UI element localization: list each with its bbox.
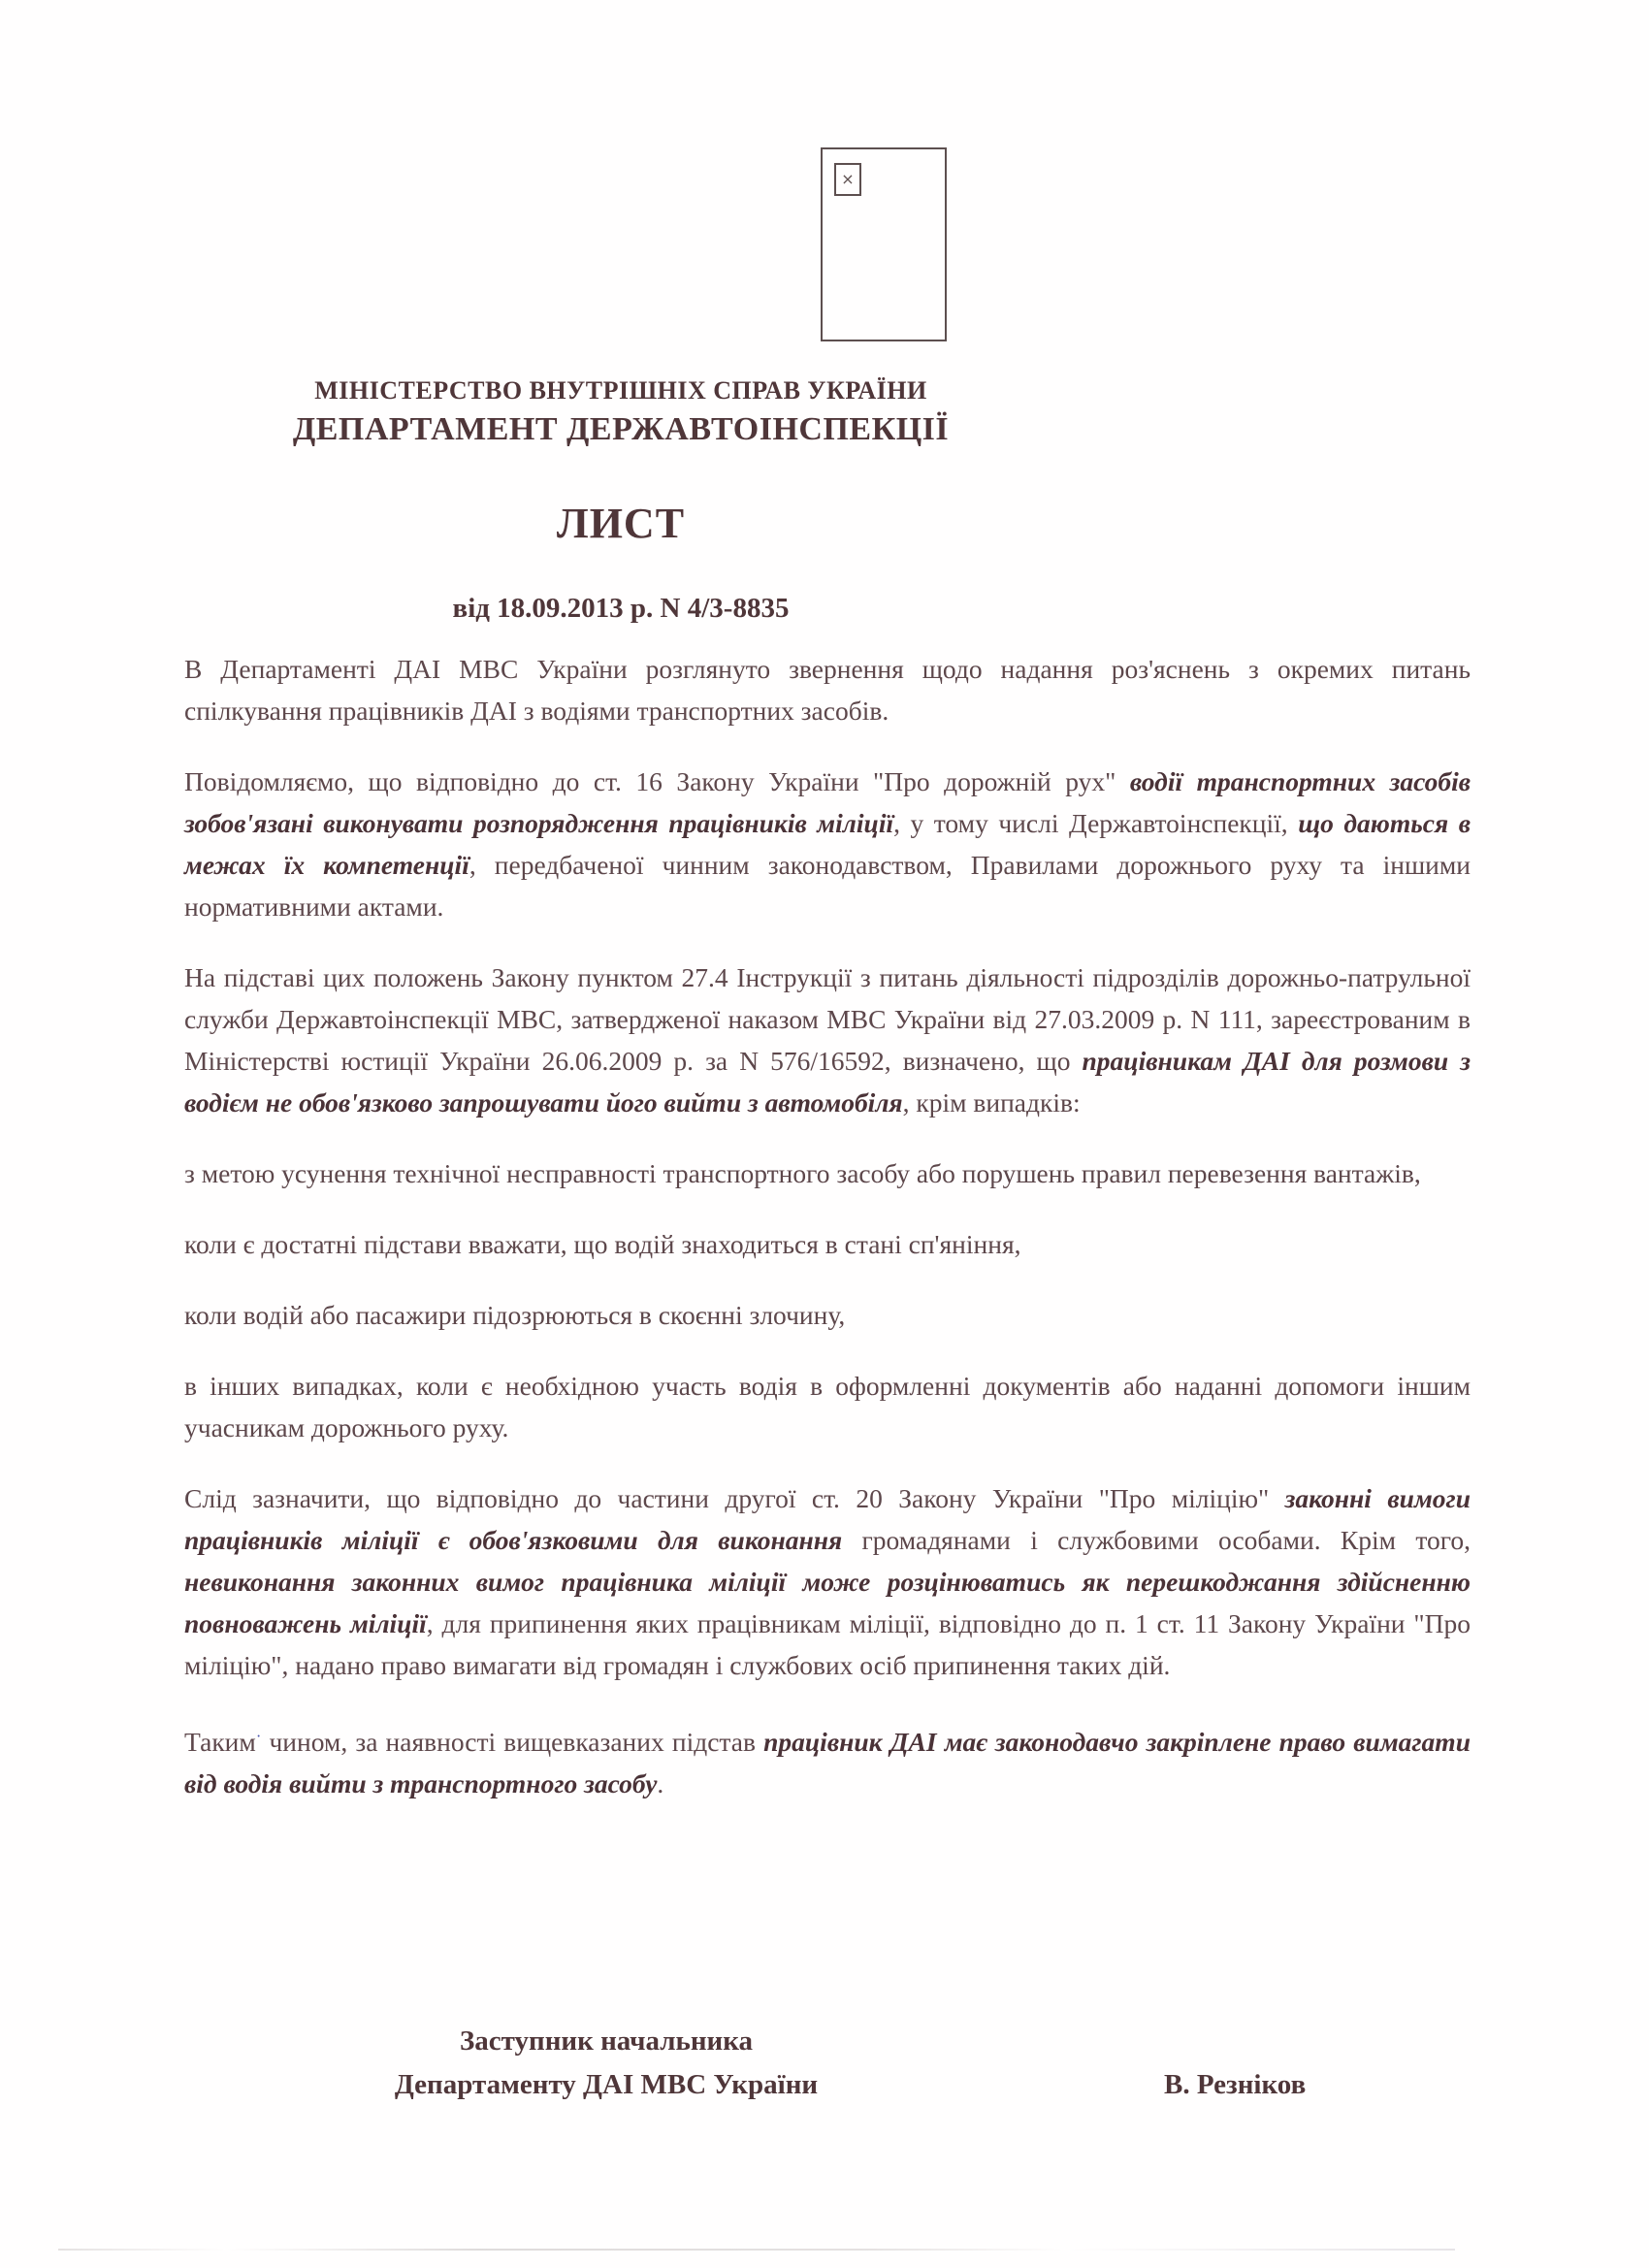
text-run: На підставі цих положень Закону пунктом 27.4 Інструкції з питань діяльності підрозділів дорожньо-патрульної служби Державтоінспекції МВС, затвердженої наказом МВС України від 27.03.2009 р. N 111, зареєстрованим в Міністерстві юстиції України 26.06.2009 р. за N 576/16592, визначено, що [184,962,1471,1076]
text-run: громадянами і службовими особами. Крім того, [842,1525,1471,1555]
signer-name: В. Резніков [1164,2069,1307,2100]
scan-artifact-line [58,2249,1455,2251]
text-run: Слід зазначити, що відповідно до частини другої ст. 20 Закону України "Про міліцію" [184,1483,1285,1513]
paragraph [184,761,1471,927]
ink-dot-artifact: · [255,1727,262,1745]
paragraph [184,1152,1471,1194]
signer-title-line2: Департаменту ДАІ МВС України [394,2069,819,2100]
department-name: ДЕПАРТАМЕНТ ДЕРЖАВТОІНСПЕКЦІЇ [292,411,950,447]
text-run: . [657,1768,664,1799]
ministry-name: МІНІСТЕРСТВО ВНУТРІШНІХ СПРАВ УКРАЇНИ [314,376,927,405]
emphasized-text: працівникам ДАІ для розмови з водієм не обов'язково запрошувати його вийти з автомобіля [184,1046,1471,1118]
broken-image-glyph: × [841,170,855,188]
text-run: чином, за наявності вищевказаних підстав [261,1727,764,1758]
paragraph [184,1294,1471,1336]
text-run: коли водій або пасажири підозрюються в скоєнні злочину, [184,1300,846,1330]
text-run: В Департаменті ДАІ МВС України розглянуто звернення щодо надання роз'яснень з окремих питань спілкування працівників ДАІ з водіями транспортних засобів. [184,654,1471,726]
paragraph [184,1715,1471,1804]
emphasized-text: законні вимоги працівників міліції є обов'язковими для виконання [184,1483,1471,1555]
text-run: , передбаченої чинним законодавством, Правилами дорожнього руху та іншими нормативними актами. [184,850,1471,922]
emphasized-text: водії транспортних засобів зобов'язані виконувати розпорядження працівників міліції [184,766,1471,838]
text-run: з метою усунення технічної несправності транспортного засобу або порушень правил перевезення вантажів, [184,1158,1421,1188]
text-run: , для припинення яких працівникам міліції, відповідно до п. 1 ст. 11 Закону України "Про міліцію", надано право вимагати від громадян і службових осіб припинення таких дій. [184,1608,1471,1680]
emphasized-text: що даються в межах їх компетенції [184,808,1471,880]
broken-image-icon [834,163,861,196]
text-run: Повідомляємо, що відповідно до ст. 16 Закону України "Про дорожній рух" [184,766,1130,796]
signer-title-line1: Заступник начальника [459,2025,754,2057]
text-run: Таким [184,1727,256,1758]
signer-title [349,2020,863,2107]
emphasized-text: невиконання законних вимог працівника міліції може розцінюватись як перешкоджання здійсненню повноважень міліції [184,1567,1471,1638]
paragraph [184,956,1471,1123]
broken-image-placeholder [821,147,947,341]
text-run: , у тому числі Державтоінспекції, [893,808,1299,838]
document-date-number: від 18.09.2013 р. N 4/3-8835 [452,593,790,624]
document-body [184,648,1471,1833]
text-run: в інших випадках, коли є необхідною участь водія в оформленні документів або наданні допомоги іншим учасникам дорожнього руху. [184,1371,1471,1442]
paragraph [184,648,1471,731]
emphasized-text: працівник ДАІ має законодавчо закріплене право вимагати від водія вийти з транспортного засобу [184,1727,1471,1799]
paragraph [184,1365,1471,1448]
paragraph [184,1477,1471,1686]
letterhead [184,376,1057,625]
text-run: , крім випадків: [902,1087,1081,1118]
text-run: коли є достатні підстави вважати, що водій знаходиться в стані сп'яніння, [184,1229,1021,1259]
signature-block [0,2020,1649,2136]
document-type-title: ЛИСТ [556,500,686,547]
paragraph [184,1223,1471,1265]
